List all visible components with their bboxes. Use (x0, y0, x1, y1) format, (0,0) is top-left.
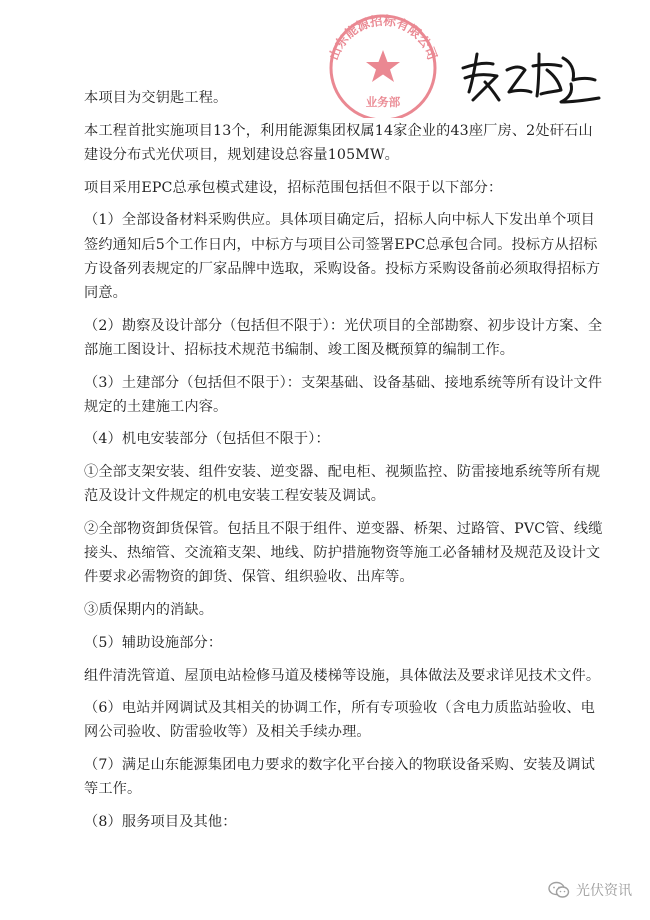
watermark-text: 光伏资讯 (576, 883, 632, 899)
paragraph-item-4-sub-3: ③质保期内的消缺。 (84, 602, 214, 619)
seal-department-text: 业务部 (365, 95, 401, 109)
wechat-icon (548, 881, 570, 899)
document-body (84, 86, 604, 834)
paragraph-item-3-civil: （3）土建部分（包括但不限于）：支架基础、设备基础、接地系统等所有设计文件规定的土建施工内容。 (84, 374, 603, 415)
paragraph-item-4-sub-1: ①全部支架安装、组件安装、逆变器、配电柜、视频监控、防雷接地系统等所有规范及设计文件规定的机电安装工程安装及调试。 (84, 464, 601, 505)
seal-company-text: 山东能源招标有限公司 (325, 12, 441, 62)
paragraph-item-1-procurement: （1）全部设备材料采购供应。具体项目确定后，招标人向中标人下发出单个项目签约通知后5个工作日内，中标方与项目公司签署EPC总承包合同。投标方从招标方设备列表规定的厂家品牌中选取，采购设备。投标方采购设备前必须取得招标方同意。 (84, 212, 601, 301)
paragraph-item-5-heading: （5）辅助设施部分： (84, 634, 223, 651)
paragraph-turnkey: 本项目为交钥匙工程。 (84, 90, 228, 106)
paragraph-item-6-grid: （6）电站并网调试及其相关的协调工作，所有专项验收（含电力质监站验收、电网公司验收、防雷验收等）及相关手续办理。 (84, 700, 595, 741)
paragraph-item-8-service: （8）服务项目及其他： (84, 814, 237, 831)
source-watermark (548, 880, 632, 900)
paragraph-item-4-heading: （4）机电安装部分（包括但不限于）： (84, 431, 330, 448)
paragraph-item-7-digital: （7）满足山东能源集团电力要求的数字化平台接入的物联设备采购、安装及调试等工作。 (84, 757, 595, 798)
paragraph-item-4-sub-2: ②全部物资卸货保管。包括且不限于组件、逆变器、桥架、过路管、PVC管、线缆接头、热缩管、交流箱支架、地线、防护措施物资等施工必备辅材及规范及设计文件要求必需物资的卸货、保管、组织验收、出库等。 (84, 521, 603, 586)
paragraph-item-2-design: （2）勘察及设计部分（包括但不限于）：光伏项目的全部勘察、初步设计方案、全部施工图设计、招标技术规范书编制、竣工图及概预算的编制工作。 (84, 317, 603, 358)
paragraph-item-5-detail: 组件清洗管道、屋顶电站检修马道及楼梯等设施，具体做法及要求详见技术文件。 (84, 667, 601, 684)
paragraph-epc-mode: 项目采用EPC总承包模式建设，招标范围包括但不限于以下部分： (84, 179, 503, 196)
paragraph-project-scope: 本工程首批实施项目13个，利用能源集团权属14家企业的43座厂房、2处矸石山建设分布式光伏项目，规划建设总容量105MW。 (84, 122, 593, 163)
